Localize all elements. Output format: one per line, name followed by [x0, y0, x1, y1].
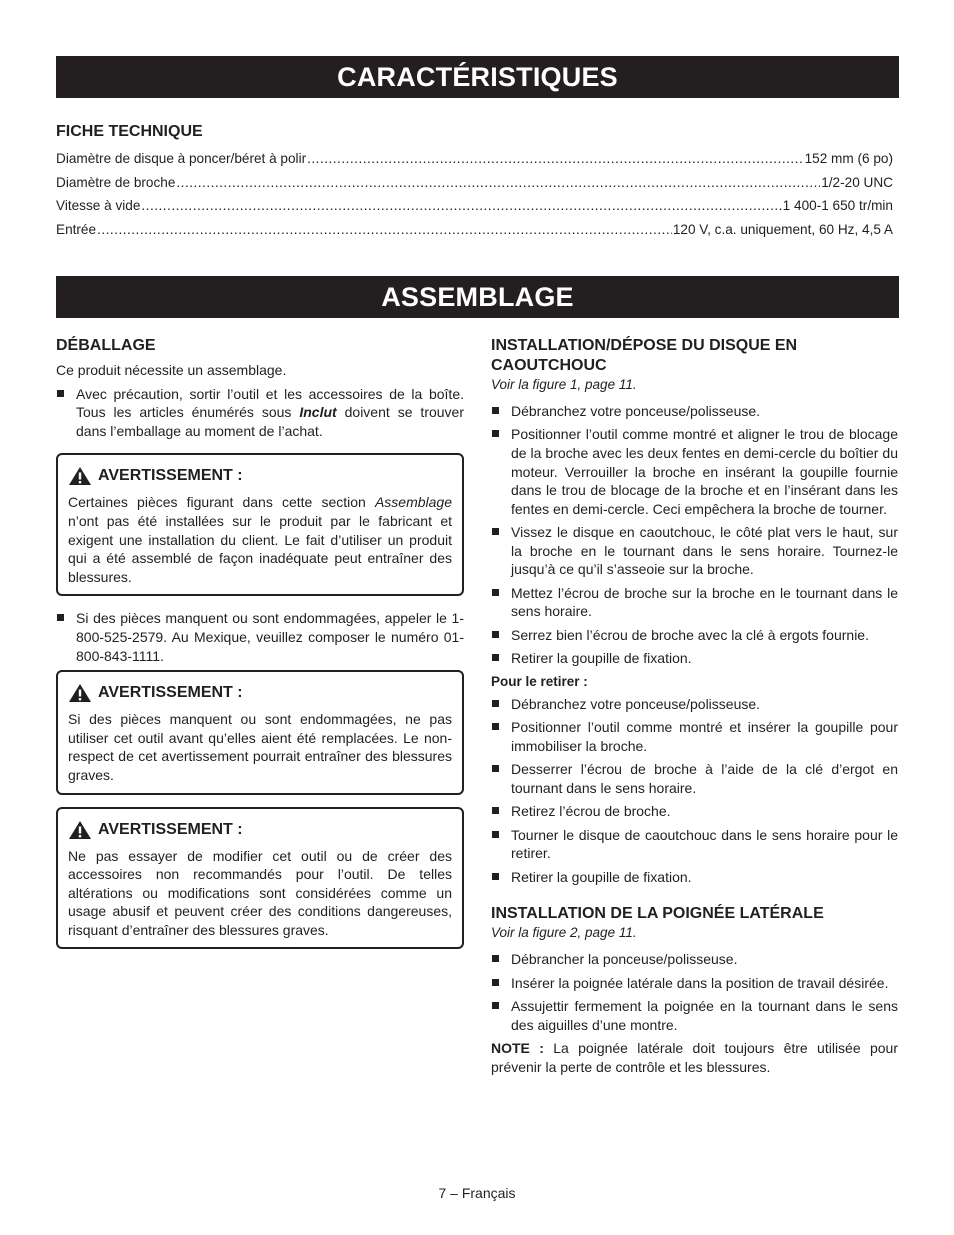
unpacking-intro: Ce produit nécessite un assemblage.	[56, 362, 287, 378]
spec-value: 120 V, c.a. uniquement, 60 Hz, 4,5 A	[672, 221, 893, 237]
square-bullet-icon	[492, 528, 499, 535]
warning-box	[56, 453, 464, 596]
square-bullet-icon	[492, 979, 499, 986]
spec-row-speed	[56, 194, 893, 218]
figure-reference: Voir la figure 1, page 11.	[491, 377, 637, 392]
square-bullet-icon	[492, 1002, 499, 1009]
warning-box	[56, 807, 464, 950]
specs-banner: CARACTÉRISTIQUES	[56, 56, 899, 98]
spec-label: Vitesse à vide	[56, 198, 141, 213]
warning-title: AVERTISSEMENT :	[68, 466, 452, 486]
list-item: Avec précaution, sortir l’outil et les accessoires de la boîte. Tous les articles énumérés sous Inclut doivent se trouver dans l’emballage au moment de l’achat.	[56, 385, 464, 441]
spec-value: 152 mm (6 po)	[804, 151, 893, 166]
left-column	[56, 336, 464, 949]
spec-value: 1/2-20 UNC	[821, 174, 893, 190]
list-item: Débrancher la ponceuse/polisseuse.	[491, 950, 898, 969]
list-item: Vissez le disque en caoutchouc, le côté plat vers le haut, sur la broche en le tournant dans le sens horaire. Tournez-le jusqu’à ce qu’il s’asseoie sur la broche.	[491, 523, 898, 579]
square-bullet-icon	[492, 831, 499, 838]
list-item: Retirer la goupille de fixation.	[491, 868, 898, 887]
warning-box	[56, 670, 464, 794]
list-item: Si des pièces manquent ou sont endommagées, appeler le 1-800-525-2579. Au Mexique, veuillez composer le numéro 01-800-843-1111.	[56, 609, 464, 665]
list-item: Retirez l’écrou de broche.	[491, 802, 898, 821]
right-column	[491, 336, 898, 1076]
list-item: Positionner l’outil comme montré et aligner le trou de blocage de la broche avec les deux fentes en demi-cercle du boîtier du moteur. Verrouiller la broche en insérant la goupille fournie dans le trou de blocage de la broche et en l’insérant dans les fentes en demi-cercle. Ceci empêchera la broche de tourner.	[491, 425, 898, 518]
list-item: Retirer la goupille de fixation.	[491, 649, 898, 668]
square-bullet-icon	[492, 631, 499, 638]
square-bullet-icon	[492, 955, 499, 962]
square-bullet-icon	[492, 873, 499, 880]
warning-text: Ne pas essayer de modifier cet outil ou de créer des accessoires non recommandés pour l’outil. De telles altérations ou modifications sont considérées comme un usage abusif et peuvent créer des conditions dangereuses, risquant d’entraîner des blessures graves.	[68, 847, 452, 938]
spec-label: Entrée	[56, 221, 97, 237]
list-item: Tourner le disque de caoutchouc dans le sens horaire pour le retirer.	[491, 826, 898, 863]
disc-heading: INSTALLATION/DÉPOSE DU DISQUE EN CAOUTCHOUC	[491, 337, 798, 374]
list-item: Serrez bien l’écrou de broche avec la clé à ergots fournie.	[491, 626, 898, 645]
warning-title: AVERTISSEMENT :	[68, 820, 452, 840]
page-footer: 7 – Français	[438, 1185, 516, 1201]
handle-note: NOTE : La poignée latérale doit toujours être utilisée pour prévenir la perte de contrôle et les blessures.	[491, 1040, 898, 1075]
spec-row-spindle	[56, 171, 893, 195]
spec-row-disc-diameter	[56, 147, 893, 171]
figure-reference: Voir la figure 2, page 11.	[491, 925, 637, 941]
square-bullet-icon	[492, 700, 499, 707]
spec-value: 1 400-1 650 tr/min	[782, 198, 893, 213]
spec-label: Diamètre de broche	[56, 174, 176, 190]
square-bullet-icon	[492, 430, 499, 437]
unpacking-list	[56, 385, 464, 441]
warning-triangle-icon	[68, 683, 92, 703]
warning-triangle-icon	[68, 466, 92, 486]
warning-title: AVERTISSEMENT :	[68, 683, 452, 703]
square-bullet-icon	[57, 390, 64, 397]
missing-parts-list	[56, 609, 464, 665]
warning-text: Si des pièces manquent ou sont endommagées, ne pas utiliser cet outil avant qu’elles aient été remplacées. Le non-respect de cet avertissement pourrait entraîner des blessures graves.	[68, 711, 452, 783]
square-bullet-icon	[492, 407, 499, 414]
list-item: Desserrer l’écrou de broche à l’aide de la clé d’ergot en tournant dans le sens horaire.	[491, 760, 898, 797]
spec-label: Diamètre de disque à poncer/béret à polir	[56, 151, 307, 166]
square-bullet-icon	[57, 614, 64, 621]
square-bullet-icon	[492, 654, 499, 661]
warning-text: Certaines pièces figurant dans cette section Assemblage n’ont pas été installées sur le produit par le fabricant et exigent une installation du client. Le fait d’utiliser un produit qui a été assemblé de façon inadéquate peut entraîner des blessures.	[68, 494, 452, 585]
spec-row-input	[56, 218, 893, 242]
square-bullet-icon	[492, 807, 499, 814]
list-item: Mettez l’écrou de broche sur la broche en le tournant dans le sens horaire.	[491, 584, 898, 621]
list-item: Débranchez votre ponceuse/polisseuse.	[491, 695, 898, 714]
handle-heading: INSTALLATION DE LA POIGNÉE LATÉRALE	[491, 905, 824, 923]
remove-label: Pour le retirer :	[491, 673, 588, 689]
list-item: Débranchez votre ponceuse/polisseuse.	[491, 402, 898, 421]
square-bullet-icon	[492, 765, 499, 772]
spec-sheet	[56, 122, 893, 241]
disc-remove-list	[491, 695, 898, 886]
disc-install-list	[491, 402, 898, 668]
spec-heading: FICHE TECHNIQUE	[56, 123, 203, 140]
handle-install-list	[491, 950, 898, 1034]
square-bullet-icon	[492, 723, 499, 730]
square-bullet-icon	[492, 589, 499, 596]
list-item: Positionner l’outil comme montré et insérer la goupille pour immobiliser la broche.	[491, 718, 898, 755]
warning-triangle-icon	[68, 820, 92, 840]
assembly-banner: ASSEMBLAGE	[56, 276, 899, 318]
list-item: Insérer la poignée latérale dans la position de travail désirée.	[491, 974, 898, 993]
unpacking-heading: DÉBALLAGE	[56, 337, 156, 354]
list-item: Assujettir fermement la poignée en la tournant dans le sens des aiguilles d’une montre.	[491, 997, 898, 1034]
